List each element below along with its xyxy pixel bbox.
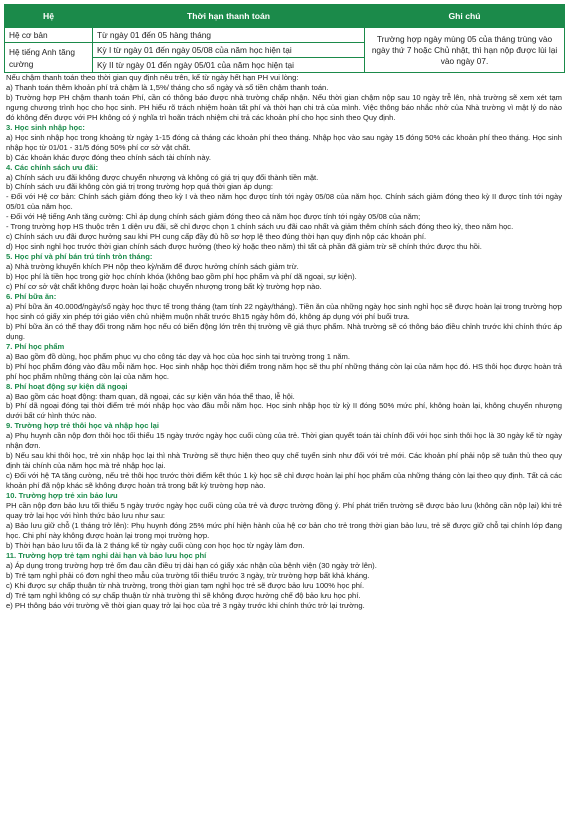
policy-paragraph: d) Trẻ tạm nghỉ không có sự chấp thuận từ nhà trường thì sẽ không được hưởng chế độ bảo lưu học phí. — [6, 590, 361, 600]
section-heading: 5. Học phí và phí bán trú tính tròn tháng: — [6, 252, 153, 262]
policy-paragraph: a) Phụ huynh cần nộp đơn thôi học tối thiểu 15 ngày trước ngày học cuối cùng của trẻ. Thời gian quyết toán tài chính đối với học sinh thôi học là 30 ngày kể từ ngày nhận đơn. — [6, 431, 562, 451]
policy-text — [4, 73, 562, 610]
table-note: Trường hợp ngày mùng 05 của tháng trùng vào ngày thứ 7 hoặc Chủ nhật, thì hạn nộp được lùi lại vào ngày 07. — [365, 28, 565, 73]
policy-paragraph: Nếu chậm thanh toán theo thời gian quy định nêu trên, kể từ ngày hết hạn PH vui lòng: — [6, 73, 299, 82]
policy-paragraph: - Trong trường hợp HS thuộc trên 1 diện ưu đãi, sẽ chỉ được chọn 1 chính sách ưu đãi cao nhất và giảm thêm chính sách đóng theo kỳ, theo năm học. — [6, 222, 514, 232]
section-heading: 9. Trường hợp trẻ thôi học và nhập học lại — [6, 421, 159, 431]
policy-paragraph: b) Phí dã ngoại đóng tại thời điểm trẻ mới nhập học vào đầu mỗi năm học. Học sinh nhập học từ kỳ II đóng 50% mức phí, không hoàn lại, không chuyển nhượng dưới bất cứ hình thức nào. — [6, 401, 562, 421]
policy-paragraph: b) Nếu sau khi thôi học, trẻ xin nhập học lại thì nhà Trường sẽ thực hiện theo quy chế tuyển sinh như đối với trẻ mới. Các khoản phí phải nộp sẽ tuân thủ theo quy định tài chính của năm học mà trẻ nhập học lại. — [6, 451, 562, 471]
table-header-row — [5, 5, 565, 28]
policy-paragraph: b) Trường hợp PH chậm thanh toán Phí, cần có thông báo được nhà trường chấp nhận. Nếu thời gian chậm nộp sau 10 ngày trễ lên, nhà trường sẽ xem xét tạm ngưng chương trình học cho học sinh. PH hiểu rõ trách nhiệm hoàn tất phí và thời hạn chi trả của mình. Việc thông báo nhắc nhở của Nhà trường vì mật lý do nào đó không đến được với PH không có ý nghĩa trì hoãn trách nhiệm chi trả các khoản phí cho học sinh theo Quy định. — [6, 92, 562, 122]
policy-paragraph: c) Chính sách ưu đãi được hưởng sau khi PH cung cấp đầy đủ hồ sơ hợp lệ theo đúng thời hạn quy định nộp các khoản phí. — [6, 232, 427, 242]
policy-paragraph: c) Phí cơ sở vật chất không được hoàn lại hoặc chuyển nhượng trong bất kỳ trường hợp nào. — [6, 282, 322, 292]
policy-paragraph: e) PH thông báo với trường về thời gian quay trở lại học của trẻ 3 ngày trước khi chính thức trở lại trường. — [6, 600, 365, 610]
deadline-term-2: Kỳ II từ ngày 01 đến ngày 05/01 của năm học hiện tại — [97, 60, 294, 70]
document-page — [4, 0, 564, 610]
section-heading: 6. Phí bữa ăn: — [6, 291, 57, 301]
header-program: Hệ — [5, 5, 93, 28]
policy-paragraph: a) Bao gồm đồ dùng, học phẩm phục vụ cho công tác dạy và học của học sinh tại trường trong 1 năm. — [6, 351, 350, 361]
policy-paragraph: a) Phí bữa ăn 40.000đ/ngày/số ngày học thực tế trong tháng (tạm tính 22 ngày/tháng). Tiền ăn của những ngày học sinh nghỉ học sẽ được hoàn lại trong trường hợp học sinh có giấy xin phép tới giáo viên chủ nhiệm muộn nhất trước 8h15 ngày hôm đó, không áp dụng với phí buổi trưa. — [6, 301, 562, 321]
policy-paragraph: a) Bảo lưu giữ chỗ (1 tháng trở lên): Phụ huynh đóng 25% mức phí hiện hành của hệ cơ bản cho trẻ trong thời gian bảo lưu, trẻ sẽ được giữ chỗ tại chính lớp đang học. Chi phí này không được hoàn lại trong mọi trường hợp. — [6, 520, 562, 540]
policy-paragraph: a) Nhà trường khuyến khích PH nộp theo kỳ/năm để được hưởng chính sách giảm trừ. — [6, 262, 299, 272]
policy-paragraph: b) Trẻ tạm nghỉ phải có đơn nghỉ theo mẫu của trường tối thiểu trước 3 ngày, trừ trường hợp bất khả kháng. — [6, 570, 370, 580]
policy-paragraph: b) Các khoản khác được đóng theo chính sách tài chính này. — [6, 152, 211, 162]
deadline-english-cell — [93, 43, 365, 73]
program-english: Hệ tiếng Anh tăng cường — [5, 43, 93, 73]
policy-paragraph: c) Đối với hệ TA tăng cường, nếu trẻ thôi học trước thời điểm kết thúc 1 kỳ học sẽ chỉ được hoàn lại phí học phẩm của những tháng còn lại theo quy định. Tất cả các khoản phí đã nộp khác sẽ không được hoàn trả trong bất kỳ trường hợp nào. — [6, 471, 562, 491]
policy-paragraph: c) Khi được sự chấp thuận từ nhà trường, trong thời gian tạm nghỉ học trẻ sẽ được bảo lưu 100% học phí. — [6, 580, 365, 590]
policy-paragraph: b) Phí bữa ăn có thể thay đổi trong năm học nếu có biến động lớn trên thị trường về giá thực phẩm. Nhà trường sẽ có thông báo điều chỉnh trước khi chính thức áp dụng. — [6, 321, 562, 341]
section-heading: 11. Trường hợp trẻ tạm nghỉ dài hạn và bảo lưu học phí — [6, 550, 207, 560]
header-note: Ghi chú — [365, 5, 565, 28]
deadline-term-1: Kỳ I từ ngày 01 đến ngày 05/08 của năm học hiện tại — [93, 43, 364, 58]
policy-paragraph: a) Thanh toán thêm khoản phí trả chậm là 1,5%/ tháng cho số ngày và số tiền chậm thanh toán. — [6, 82, 329, 92]
policy-paragraph: a) Chính sách ưu đãi không được chuyển nhượng và không có giá trị quy đổi thành tiền mặt. — [6, 172, 319, 182]
policy-paragraph: a) Bao gồm các hoạt động: tham quan, dã ngoại, các sự kiện văn hóa thể thao, lễ hội. — [6, 391, 295, 401]
table-row — [5, 28, 565, 43]
payment-deadline-table — [4, 4, 565, 73]
policy-paragraph: - Đối với Hệ cơ bản: Chính sách giảm đóng theo kỳ I và theo năm học được tính tới ngày 05/08 của năm học. Chính sách giảm đóng theo kỳ II được tính tới ngày 05/01 của năm học. — [6, 192, 562, 212]
policy-paragraph: b) Phí học phẩm đóng vào đầu mỗi năm học. Học sinh nhập học thời điểm trong năm học sẽ thu phí những tháng còn lại của năm học đó. HS thôi học được hoàn trả phí học phẩm những tháng còn lại của năm học. — [6, 361, 562, 381]
policy-paragraph: a) Áp dụng trong trường hợp trẻ ốm đau cần điều trị dài hạn có giấy xác nhận của bệnh viện (30 ngày trở lên). — [6, 560, 377, 570]
policy-paragraph: a) Học sinh nhập học trong khoảng từ ngày 1-15 đóng cả tháng các khoản phí theo tháng. Nhập học vào sau ngày 15 đóng 50% các khoản phí theo tháng. Học sinh nhập học từ 01/01 - 31/5 đóng 50% phí cơ sở vật chất. — [6, 132, 562, 152]
policy-paragraph: b) Thời hạn bảo lưu tối đa là 2 tháng kể từ ngày cuối cùng con học học từ ngày làm đơn. — [6, 540, 305, 550]
policy-paragraph: PH cần nộp đơn bảo lưu tối thiểu 5 ngày trước ngày học cuối cùng của trẻ và được trường đồng ý. Phí phát triển trường sẽ được bảo lưu (không cần nộp lại) khi trẻ quay trở lại học với hình thức bảo lưu như sau: — [6, 500, 562, 520]
section-heading: 8. Phí hoạt động sự kiện dã ngoại — [6, 381, 128, 391]
section-heading: 3. Học sinh nhập học: — [6, 122, 85, 132]
policy-paragraph: b) Chính sách ưu đãi không còn giá trị trong trường hợp quá thời gian áp dụng: — [6, 182, 274, 192]
policy-paragraph: b) Học phí là tiền học trong giờ học chính khóa (không bao gồm phí học phẩm và phí dã ngoại, sự kiện). — [6, 272, 357, 282]
program-basic: Hệ cơ bản — [5, 28, 93, 43]
section-heading: 7. Phí học phẩm — [6, 341, 65, 351]
policy-paragraph: d) Học sinh nghỉ học trước thời gian chính sách được hưởng (theo kỳ hoặc theo năm) thì tất cả phần đã giảm trừ sẽ chính thức được thu hồi. — [6, 242, 482, 252]
section-heading: 10. Trường hợp trẻ xin bảo lưu — [6, 491, 118, 501]
header-deadline: Thời hạn thanh toán — [93, 5, 365, 28]
policy-paragraph: - Đối với Hệ tiếng Anh tăng cường: Chỉ áp dụng chính sách giảm đóng theo cả năm học được tính tới ngày 05/08 của năm; — [6, 212, 421, 222]
deadline-basic: Từ ngày 01 đến 05 hàng tháng — [93, 28, 365, 43]
section-heading: 4. Các chính sách ưu đãi: — [6, 162, 99, 172]
